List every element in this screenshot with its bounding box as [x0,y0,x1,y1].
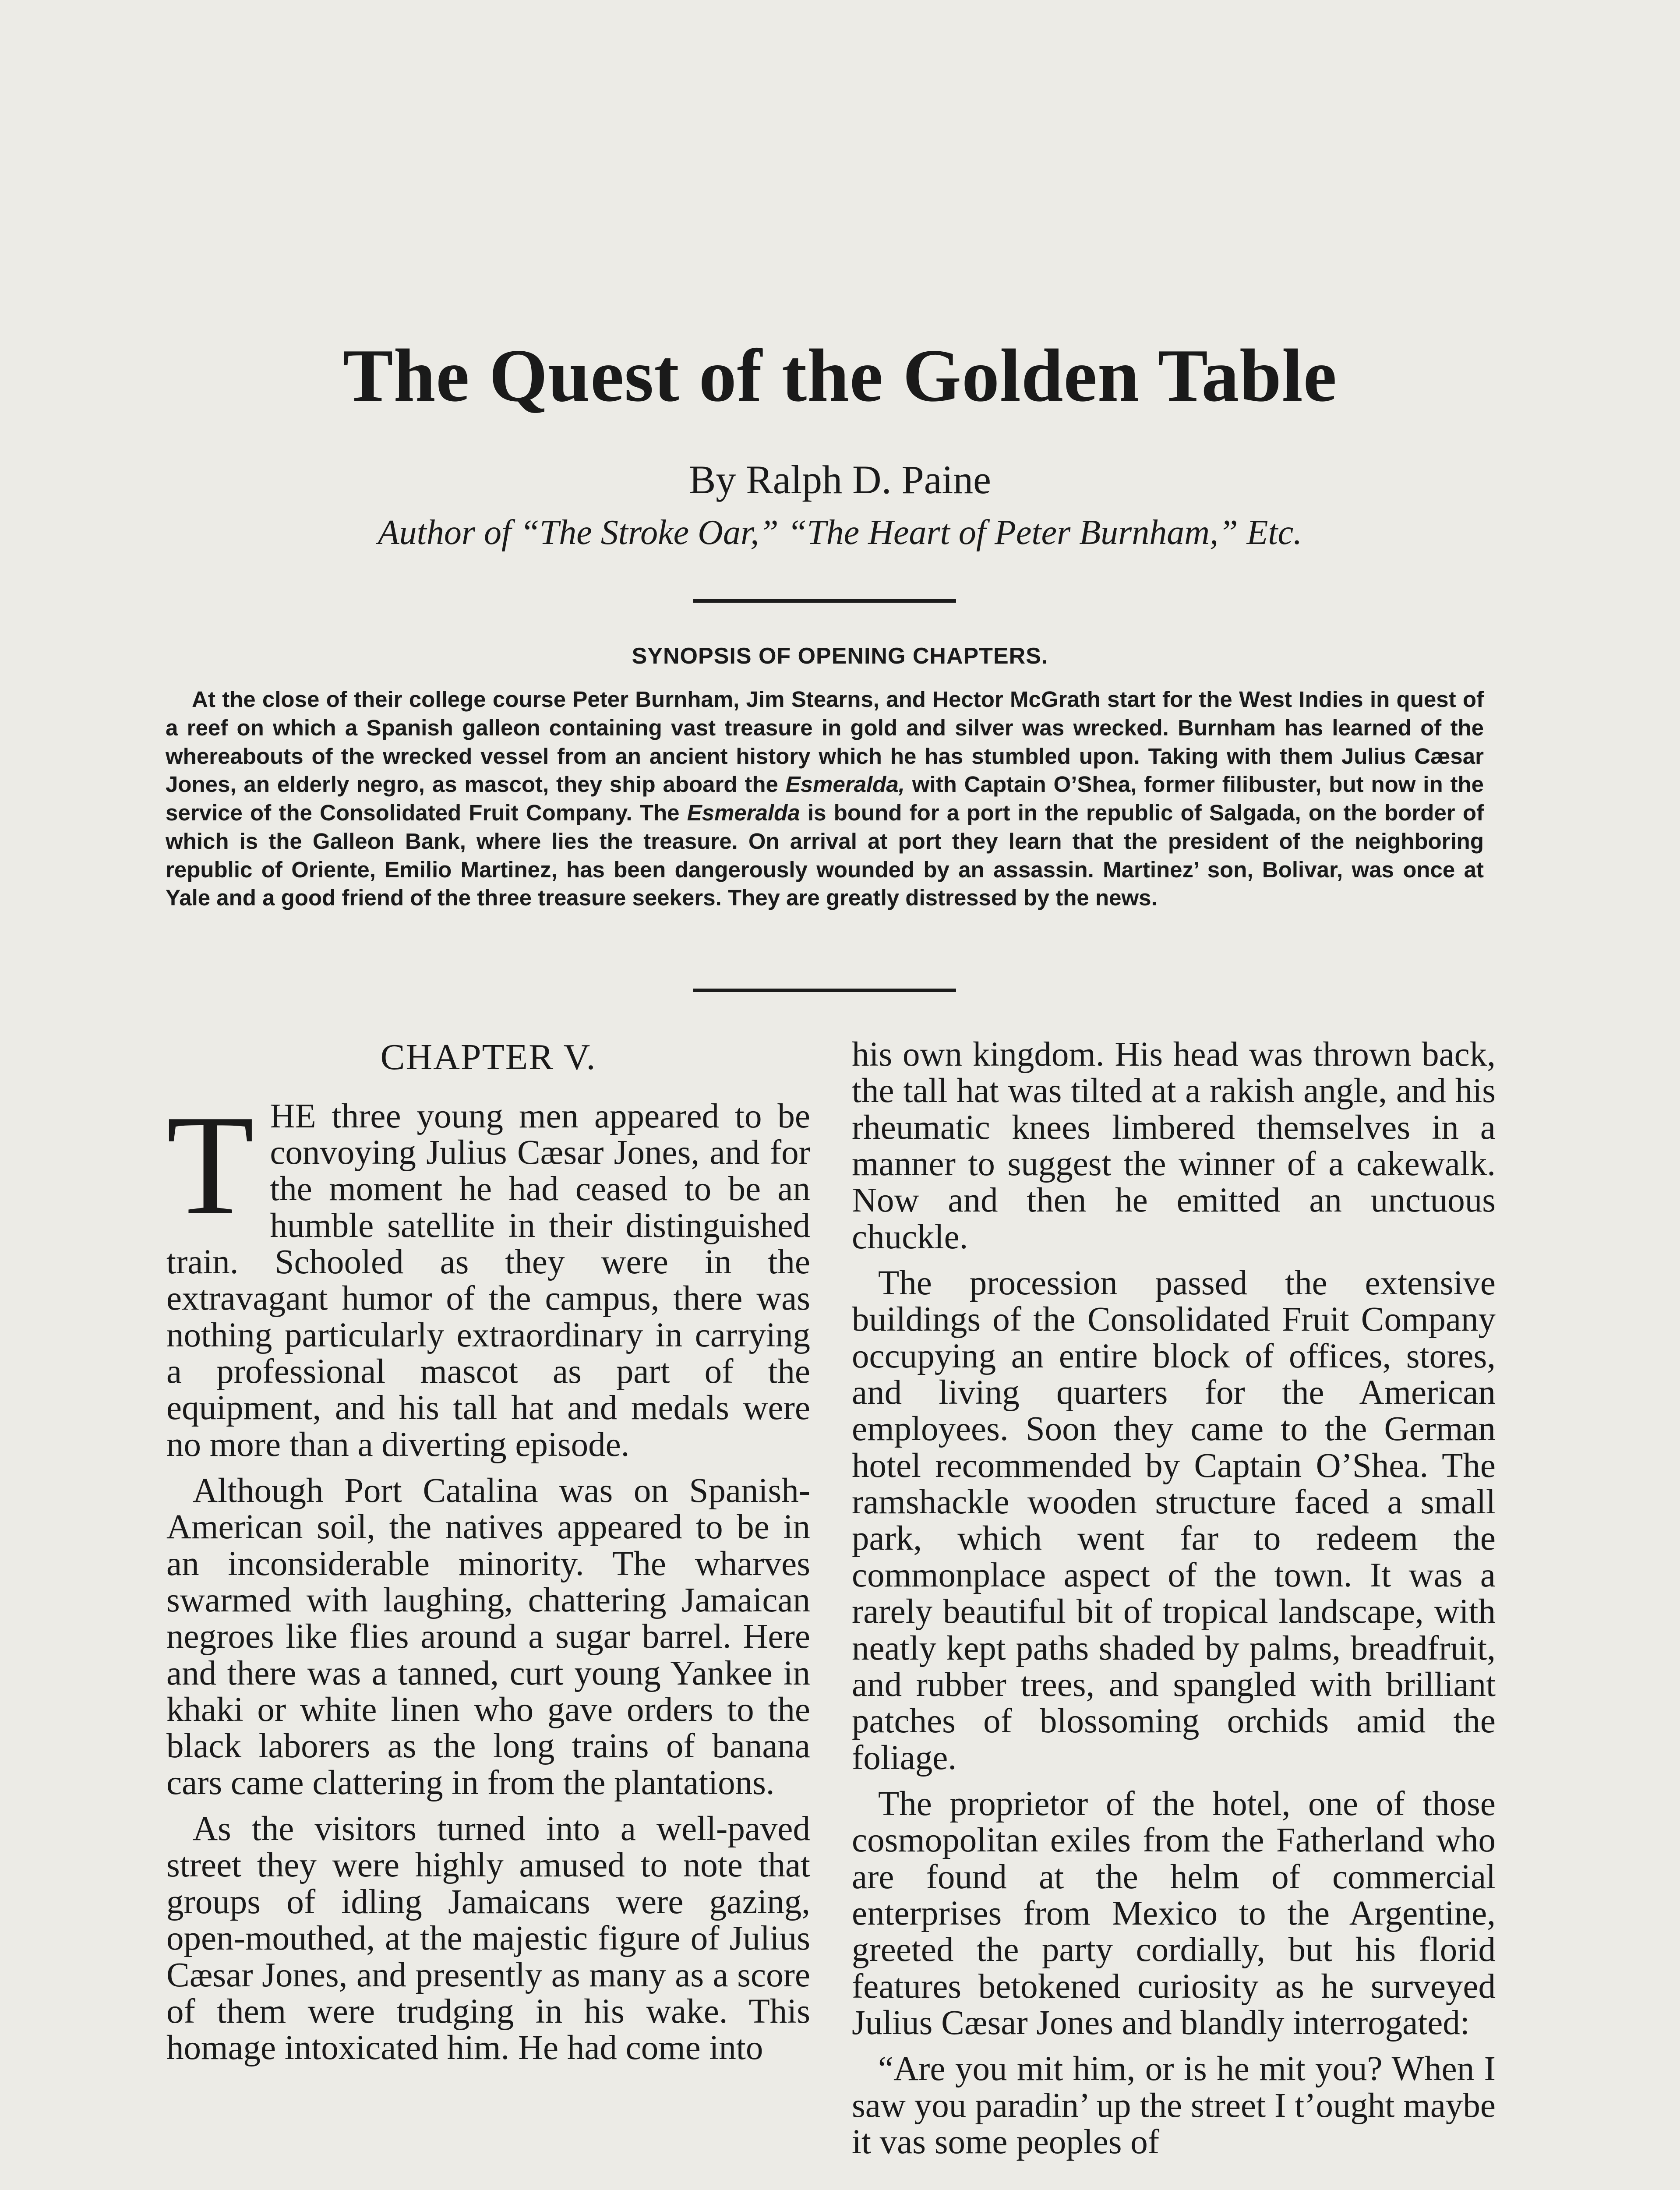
paragraph-5: The procession passed the extensive buildings of the Consolidated Fruit Company occupying an entire block of offices, stores, and living quarters for the American employees. Soon they came to the German hotel recommended by Captain O’Shea. The ramshackle wooden structure faced a small park, which went far to redeem the commonplace aspect of the town. It was a rarely beautiful bit of tropical landscape, with neatly kept paths shaded by palms, breadfruit, and rubber trees, and spangled with brilliant patches of blossoming orchids amid the foliage. [852,1264,1496,1777]
synopsis-divider-rule [693,989,956,992]
drop-cap: T [166,1085,254,1244]
paragraph-1-text: HE three young men appeared to be convoying Julius Cæsar Jones, and for the moment he had ceased to be an humble satellite in their distinguished train. Schooled as they were in the extravagant humor of the campus, there was nothing particularly extraordinary in carrying a professional mascot as part of the equipment, and his tall hat and medals were no more than a diverting episode. [166,1097,810,1464]
paragraph-2: Although Port Catalina was on Spanish-American soil, the natives appeared to be in an inconsiderable minority. The wharves swarmed with laughing, chattering Jamaican negroes like flies around a sugar barrel. Here and there was a tanned, curt young Yankee in khaki or white linen who gave orders to the black laborers as the long trains of banana cars came clattering in from the plantations. [166,1472,810,1802]
paragraph-7: “Are you mit him, or is he mit you? When I saw you paradin’ up the street I t’ought maybe it vas some peoples of [852,2050,1496,2161]
article-title: The Quest of the Golden Table [342,334,1338,417]
article-byline: By Ralph D. Paine [689,457,991,502]
synopsis-ship-name-1: Esmeralda, [785,772,905,797]
text-column-right [852,1036,1496,2170]
author-credits: Author of “The Stroke Oar,” “The Heart of Peter Burnham,” Etc. [378,513,1302,552]
paragraph-1 [166,1085,810,1464]
synopsis-heading: SYNOPSIS OF OPENING CHAPTERS. [632,643,1048,669]
synopsis-part-2: with Captain O’Shea, former filibuster, but now in the service of the Consolidated Fruit Company. The [166,772,1484,826]
paragraph-6: The proprietor of the hotel, one of those cosmopolitan exiles from the Fatherland who are found at the helm of commercial enterprises from Mexico to the Argentine, greeted the party cordially, but his florid features betokened curiosity as he surveyed Julius Cæsar Jones and blandly interrogated: [852,1784,1496,2042]
chapter-heading: CHAPTER V. [380,1037,596,1077]
synopsis-ship-name-2: Esmeralda [687,800,800,826]
text-column-left [166,1029,810,2076]
synopsis-part-3: is bound for a port in the republic of Salgada, on the border of which is the Galleon Bank, where lies the treasure. On arrival at port they learn that the president of the neighboring republic of Oriente, Emilio Martinez, has been dangerously wounded by an assassin. Martinez’ son, Bolivar, was once at Yale and a good friend of the three treasure seekers. They are greatly distressed by the news. [166,800,1484,911]
paragraph-4: his own kingdom. His head was thrown back, the tall hat was tilted at a rakish angle, and his rheumatic knees limbered themselves in a manner to suggest the winner of a cakewalk. Now and then he emitted an unctuous chuckle. [852,1035,1496,1256]
synopsis-part-1: At the close of their college course Peter Burnham, Jim Stearns, and Hector McGrath start for the West Indies in quest of a reef on which a Spanish galleon containing vast treasure in gold and silver was wrecked. Burnham has learned of the whereabouts of the wrecked vessel from an ancient history which he has stumbled upon. Taking with them Julius Cæsar Jones, an elderly negro, as mascot, they ship aboard the [166,687,1484,797]
paragraph-3: As the visitors turned into a well-paved street they were highly amused to note that groups of idling Jamaicans were gazing, open-mouthed, at the majestic figure of Julius Cæsar Jones, and presently as many as a score of them were trudging in his wake. This homage intoxicated him. He had come into [166,1810,810,2067]
title-divider-rule [693,599,956,603]
synopsis-text [166,685,1484,912]
